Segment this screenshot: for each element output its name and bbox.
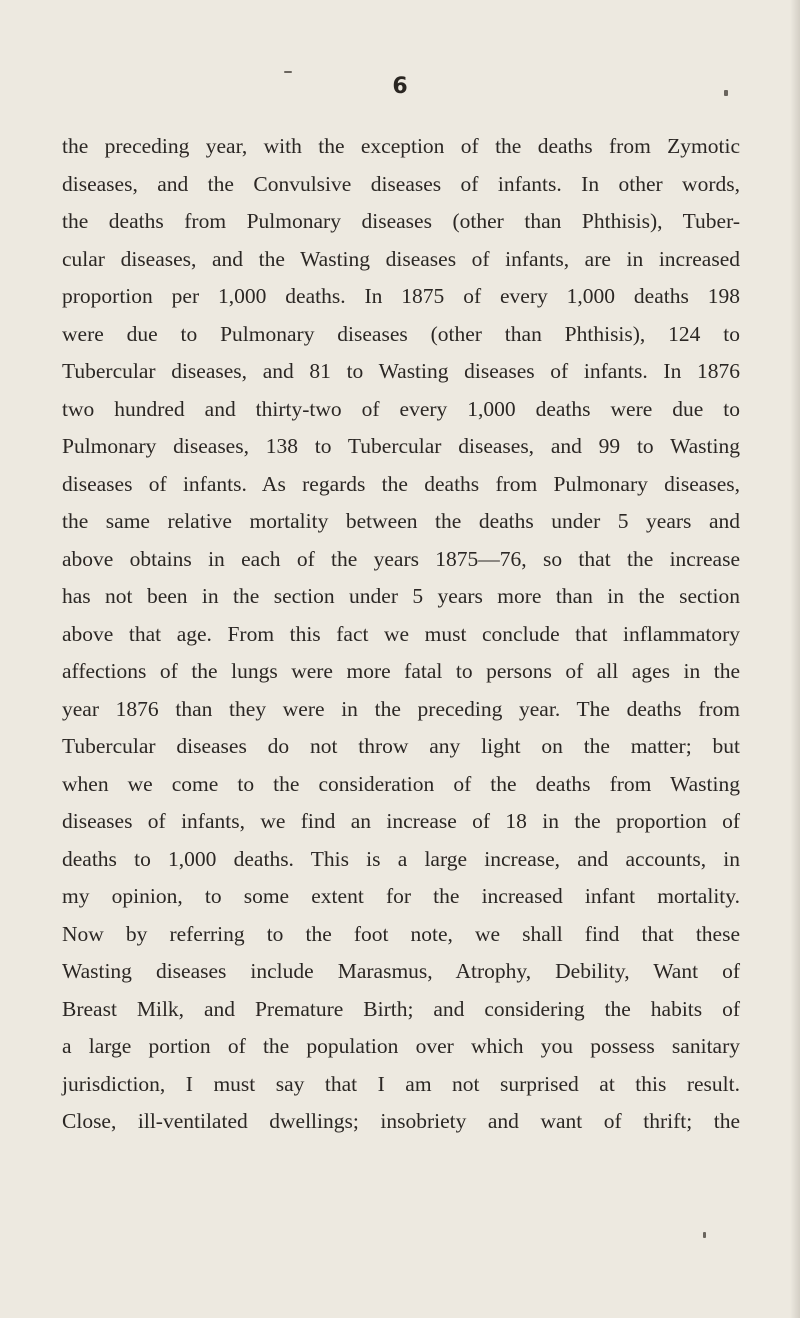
text-line: above obtains in each of the years 1875—76, so that the increase: [62, 546, 740, 571]
text-line: Tubercular diseases, and 81 to Wasting diseases of infants. In 1876: [62, 359, 740, 383]
text-line: has not been in the section under 5 years more than in the section: [62, 584, 740, 608]
text-line: cular diseases, and the Wasting diseases of infants, are in increased: [62, 246, 740, 271]
text-line: my opinion, to some extent for the increased infant mortality.: [62, 884, 740, 908]
scan-speck: [703, 1232, 706, 1238]
text-line: deaths to 1,000 deaths. This is a large increase, and accounts, in: [62, 846, 740, 871]
text-line: Now by referring to the foot note, we shall find that these: [62, 921, 740, 946]
text-line: Pulmonary diseases, 138 to Tubercular diseases, and 99 to Wasting: [62, 434, 740, 458]
text-line: were due to Pulmonary diseases (other than Phthisis), 124 to: [62, 321, 740, 346]
text-line: diseases of infants, we find an increase of 18 in the proportion of: [62, 809, 740, 833]
text-line: year 1876 than they were in the preceding year. The deaths from: [62, 696, 740, 721]
text-line: the same relative mortality between the deaths under 5 years and: [62, 509, 740, 533]
text-line: Breast Milk, and Premature Birth; and considering the habits of: [62, 996, 740, 1021]
text-line: diseases of infants. As regards the deaths from Pulmonary diseases,: [62, 471, 740, 496]
text-line: two hundred and thirty-two of every 1,000 deaths were due to: [62, 396, 740, 421]
page-edge-shadow: [790, 0, 800, 1318]
text-line: diseases, and the Convulsive diseases of infants. In other words,: [62, 171, 740, 196]
page-number: 6: [392, 74, 408, 99]
text-line: affections of the lungs were more fatal to persons of all ages in the: [62, 659, 740, 683]
text-line: Wasting diseases include Marasmus, Atrophy, Debility, Want of: [62, 959, 740, 983]
scan-speck: [284, 71, 292, 73]
text-line: above that age. From this fact we must conclude that inflammatory: [62, 621, 740, 646]
text-line: the preceding year, with the exception of the deaths from Zymotic: [62, 134, 740, 158]
text-line: jurisdiction, I must say that I am not surprised at this result.: [62, 1071, 740, 1096]
text-line: proportion per 1,000 deaths. In 1875 of every 1,000 deaths 198: [62, 284, 740, 308]
text-line: Tubercular diseases do not throw any light on the matter; but: [62, 734, 740, 758]
text-line: the deaths from Pulmonary diseases (other than Phthisis), Tuber-: [62, 209, 740, 233]
text-line: when we come to the consideration of the deaths from Wasting: [62, 771, 740, 796]
text-line: a large portion of the population over which you possess sanitary: [62, 1034, 740, 1058]
body-paragraph: [62, 128, 740, 1141]
text-line: Close, ill-ventilated dwellings; insobriety and want of thrift; the: [62, 1109, 740, 1133]
